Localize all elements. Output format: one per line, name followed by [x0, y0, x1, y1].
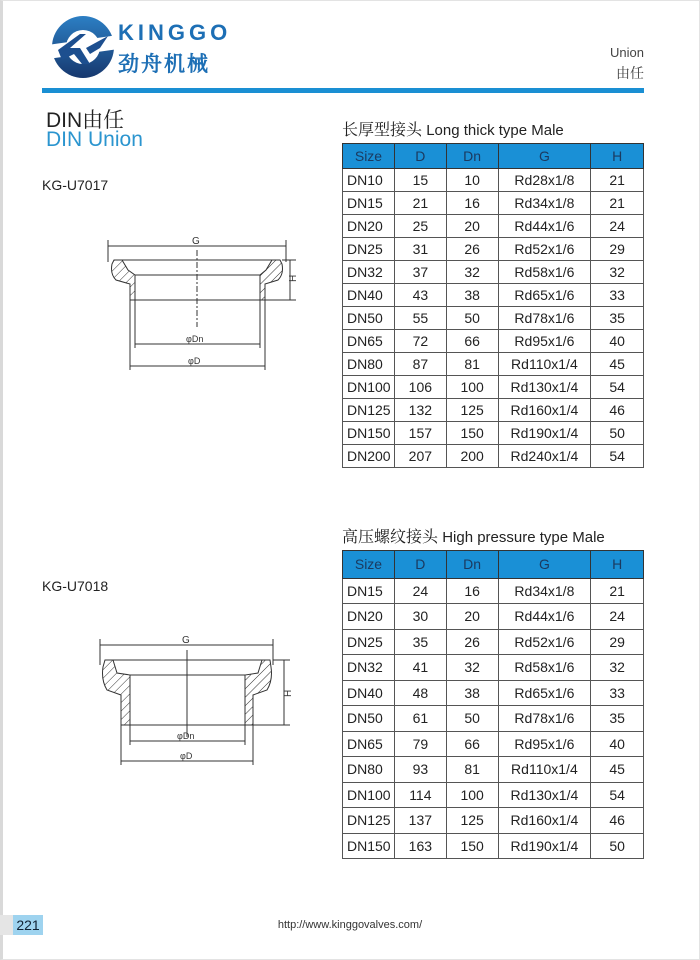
- cell-dn: 81: [446, 353, 498, 376]
- cell-size: DN50: [343, 706, 395, 732]
- table-row: [343, 445, 644, 468]
- cell-g: Rd95x1/6: [498, 731, 591, 757]
- col-header-dn: Dn: [446, 144, 498, 169]
- table-row: [343, 192, 644, 215]
- cell-h: 54: [591, 782, 644, 808]
- table-row: [343, 680, 644, 706]
- table-row: [343, 284, 644, 307]
- cell-size: DN20: [343, 215, 395, 238]
- page-title-en: DIN Union: [46, 128, 143, 151]
- svg-text:G: G: [192, 236, 200, 247]
- cell-h: 40: [591, 731, 644, 757]
- col-header-g: G: [498, 551, 591, 579]
- cell-d: 106: [394, 376, 446, 399]
- cell-dn: 16: [446, 192, 498, 215]
- col-header-d: D: [394, 551, 446, 579]
- col-header-size: Size: [343, 551, 395, 579]
- table-row: [343, 706, 644, 732]
- cell-d: 25: [394, 215, 446, 238]
- cell-g: Rd95x1/6: [498, 330, 591, 353]
- cell-d: 72: [394, 330, 446, 353]
- svg-text:φD: φD: [188, 356, 201, 366]
- technical-drawing: [95, 635, 295, 775]
- technical-drawing: [100, 232, 300, 372]
- cell-h: 32: [591, 261, 644, 284]
- cell-h: 32: [591, 655, 644, 681]
- cell-size: DN65: [343, 731, 395, 757]
- cell-dn: 150: [446, 422, 498, 445]
- brand-name-cn: 劲舟机械: [118, 51, 210, 76]
- col-header-d: D: [394, 144, 446, 169]
- cell-h: 50: [591, 833, 644, 859]
- section-label-cn: 由任: [616, 65, 644, 81]
- cell-h: 21: [591, 578, 644, 604]
- cell-dn: 125: [446, 399, 498, 422]
- cell-d: 35: [394, 629, 446, 655]
- cell-d: 137: [394, 808, 446, 834]
- svg-text:H: H: [283, 689, 294, 697]
- cell-g: Rd110x1/4: [498, 757, 591, 783]
- table-row: [343, 833, 644, 859]
- cell-d: 31: [394, 238, 446, 261]
- table-row: [343, 578, 644, 604]
- cell-d: 114: [394, 782, 446, 808]
- table-row: [343, 629, 644, 655]
- cell-d: 79: [394, 731, 446, 757]
- table-row: [343, 238, 644, 261]
- table-title-en: High pressure type Male: [442, 529, 605, 546]
- cell-g: Rd190x1/4: [498, 422, 591, 445]
- table-header-row: [343, 144, 644, 169]
- cell-d: 163: [394, 833, 446, 859]
- cell-g: Rd58x1/6: [498, 261, 591, 284]
- table-row: [343, 169, 644, 192]
- svg-text:φDn: φDn: [177, 731, 195, 741]
- cell-d: 93: [394, 757, 446, 783]
- cell-size: DN80: [343, 353, 395, 376]
- table-row: [343, 261, 644, 284]
- cell-dn: 66: [446, 330, 498, 353]
- cell-d: 87: [394, 353, 446, 376]
- table-row: [343, 655, 644, 681]
- svg-text:φD: φD: [180, 751, 193, 761]
- cell-d: 21: [394, 192, 446, 215]
- table-row: [343, 731, 644, 757]
- cell-h: 35: [591, 706, 644, 732]
- cell-g: Rd130x1/4: [498, 376, 591, 399]
- cell-h: 50: [591, 422, 644, 445]
- cell-d: 207: [394, 445, 446, 468]
- cell-g: Rd110x1/4: [498, 353, 591, 376]
- table-title: [342, 117, 564, 140]
- col-header-h: H: [591, 551, 644, 579]
- cell-h: 45: [591, 757, 644, 783]
- cell-size: DN125: [343, 399, 395, 422]
- cell-h: 33: [591, 284, 644, 307]
- cell-dn: 81: [446, 757, 498, 783]
- cell-size: DN80: [343, 757, 395, 783]
- cell-g: Rd160x1/4: [498, 808, 591, 834]
- brand-name-en: KINGGO: [118, 20, 232, 45]
- cell-d: 132: [394, 399, 446, 422]
- cell-h: 45: [591, 353, 644, 376]
- cell-size: DN40: [343, 284, 395, 307]
- cell-d: 55: [394, 307, 446, 330]
- svg-text:φDn: φDn: [186, 334, 204, 344]
- col-header-dn: Dn: [446, 551, 498, 579]
- cell-d: 157: [394, 422, 446, 445]
- cell-d: 37: [394, 261, 446, 284]
- cell-h: 24: [591, 215, 644, 238]
- cell-dn: 50: [446, 307, 498, 330]
- cell-size: DN150: [343, 422, 395, 445]
- cell-g: Rd52x1/6: [498, 629, 591, 655]
- cell-h: 24: [591, 604, 644, 630]
- page-number: 221: [13, 915, 43, 935]
- cell-d: 41: [394, 655, 446, 681]
- cell-size: DN25: [343, 238, 395, 261]
- cell-size: DN20: [343, 604, 395, 630]
- cell-dn: 10: [446, 169, 498, 192]
- cell-h: 40: [591, 330, 644, 353]
- cell-h: 29: [591, 629, 644, 655]
- cell-h: 35: [591, 307, 644, 330]
- cell-d: 15: [394, 169, 446, 192]
- cell-dn: 100: [446, 782, 498, 808]
- cell-g: Rd160x1/4: [498, 399, 591, 422]
- table-header-row: [343, 551, 644, 579]
- cell-dn: 125: [446, 808, 498, 834]
- website-url: http://www.kinggovalves.com/: [277, 919, 423, 931]
- cell-dn: 16: [446, 578, 498, 604]
- cell-h: 33: [591, 680, 644, 706]
- cell-size: DN100: [343, 376, 395, 399]
- cell-d: 43: [394, 284, 446, 307]
- cell-size: DN15: [343, 192, 395, 215]
- cell-size: DN65: [343, 330, 395, 353]
- cell-size: DN15: [343, 578, 395, 604]
- cell-dn: 26: [446, 238, 498, 261]
- cell-dn: 20: [446, 604, 498, 630]
- cell-g: Rd65x1/6: [498, 680, 591, 706]
- cell-size: DN100: [343, 782, 395, 808]
- cell-size: DN50: [343, 307, 395, 330]
- cell-size: DN25: [343, 629, 395, 655]
- cell-h: 29: [591, 238, 644, 261]
- cell-d: 30: [394, 604, 446, 630]
- cell-dn: 50: [446, 706, 498, 732]
- table-row: [343, 215, 644, 238]
- table-row: [343, 422, 644, 445]
- cell-g: Rd78x1/6: [498, 706, 591, 732]
- cell-size: DN125: [343, 808, 395, 834]
- col-header-g: G: [498, 144, 591, 169]
- table-row: [343, 604, 644, 630]
- cell-g: Rd34x1/8: [498, 578, 591, 604]
- cell-g: Rd34x1/8: [498, 192, 591, 215]
- cell-dn: 38: [446, 284, 498, 307]
- table-title-en: Long thick type Male: [426, 122, 564, 139]
- cell-g: Rd44x1/6: [498, 604, 591, 630]
- table-row: [343, 353, 644, 376]
- cell-dn: 20: [446, 215, 498, 238]
- model-number: KG-U7018: [42, 578, 109, 594]
- table-row: [343, 399, 644, 422]
- cell-size: DN32: [343, 655, 395, 681]
- cell-g: Rd65x1/6: [498, 284, 591, 307]
- cell-dn: 32: [446, 261, 498, 284]
- cell-d: 24: [394, 578, 446, 604]
- cell-g: Rd130x1/4: [498, 782, 591, 808]
- header-divider: [42, 88, 644, 93]
- cell-h: 54: [591, 445, 644, 468]
- spec-table-high-pressure: [342, 550, 644, 859]
- table-title-cn: 高压螺纹接头: [342, 529, 439, 546]
- col-header-size: Size: [343, 144, 395, 169]
- cell-g: Rd58x1/6: [498, 655, 591, 681]
- section-label-en: Union: [610, 45, 644, 60]
- cell-dn: 32: [446, 655, 498, 681]
- cell-dn: 100: [446, 376, 498, 399]
- cell-d: 61: [394, 706, 446, 732]
- cell-d: 48: [394, 680, 446, 706]
- cell-g: Rd44x1/6: [498, 215, 591, 238]
- cell-h: 21: [591, 169, 644, 192]
- table-title-cn: 长厚型接头: [342, 122, 423, 139]
- table-title: [342, 524, 605, 547]
- cell-g: Rd52x1/6: [498, 238, 591, 261]
- cell-dn: 26: [446, 629, 498, 655]
- cell-h: 21: [591, 192, 644, 215]
- cell-size: DN32: [343, 261, 395, 284]
- cell-size: DN150: [343, 833, 395, 859]
- table-row: [343, 330, 644, 353]
- cell-h: 46: [591, 399, 644, 422]
- cell-dn: 38: [446, 680, 498, 706]
- cell-size: DN40: [343, 680, 395, 706]
- col-header-h: H: [591, 144, 644, 169]
- table-row: [343, 808, 644, 834]
- cell-g: Rd190x1/4: [498, 833, 591, 859]
- table-row: [343, 307, 644, 330]
- page-title-cn: DIN由任: [46, 109, 125, 132]
- cell-h: 46: [591, 808, 644, 834]
- cell-g: Rd28x1/8: [498, 169, 591, 192]
- svg-text:G: G: [182, 635, 190, 646]
- cell-dn: 66: [446, 731, 498, 757]
- cell-dn: 150: [446, 833, 498, 859]
- cell-size: DN200: [343, 445, 395, 468]
- model-number: KG-U7017: [42, 177, 109, 193]
- cell-size: DN10: [343, 169, 395, 192]
- kinggo-logo-icon: [50, 14, 116, 80]
- spec-table-long-thick: [342, 143, 644, 468]
- cell-dn: 200: [446, 445, 498, 468]
- table-row: [343, 757, 644, 783]
- cell-g: Rd78x1/6: [498, 307, 591, 330]
- table-row: [343, 376, 644, 399]
- svg-text:H: H: [288, 274, 299, 282]
- cell-g: Rd240x1/4: [498, 445, 591, 468]
- table-row: [343, 782, 644, 808]
- cell-h: 54: [591, 376, 644, 399]
